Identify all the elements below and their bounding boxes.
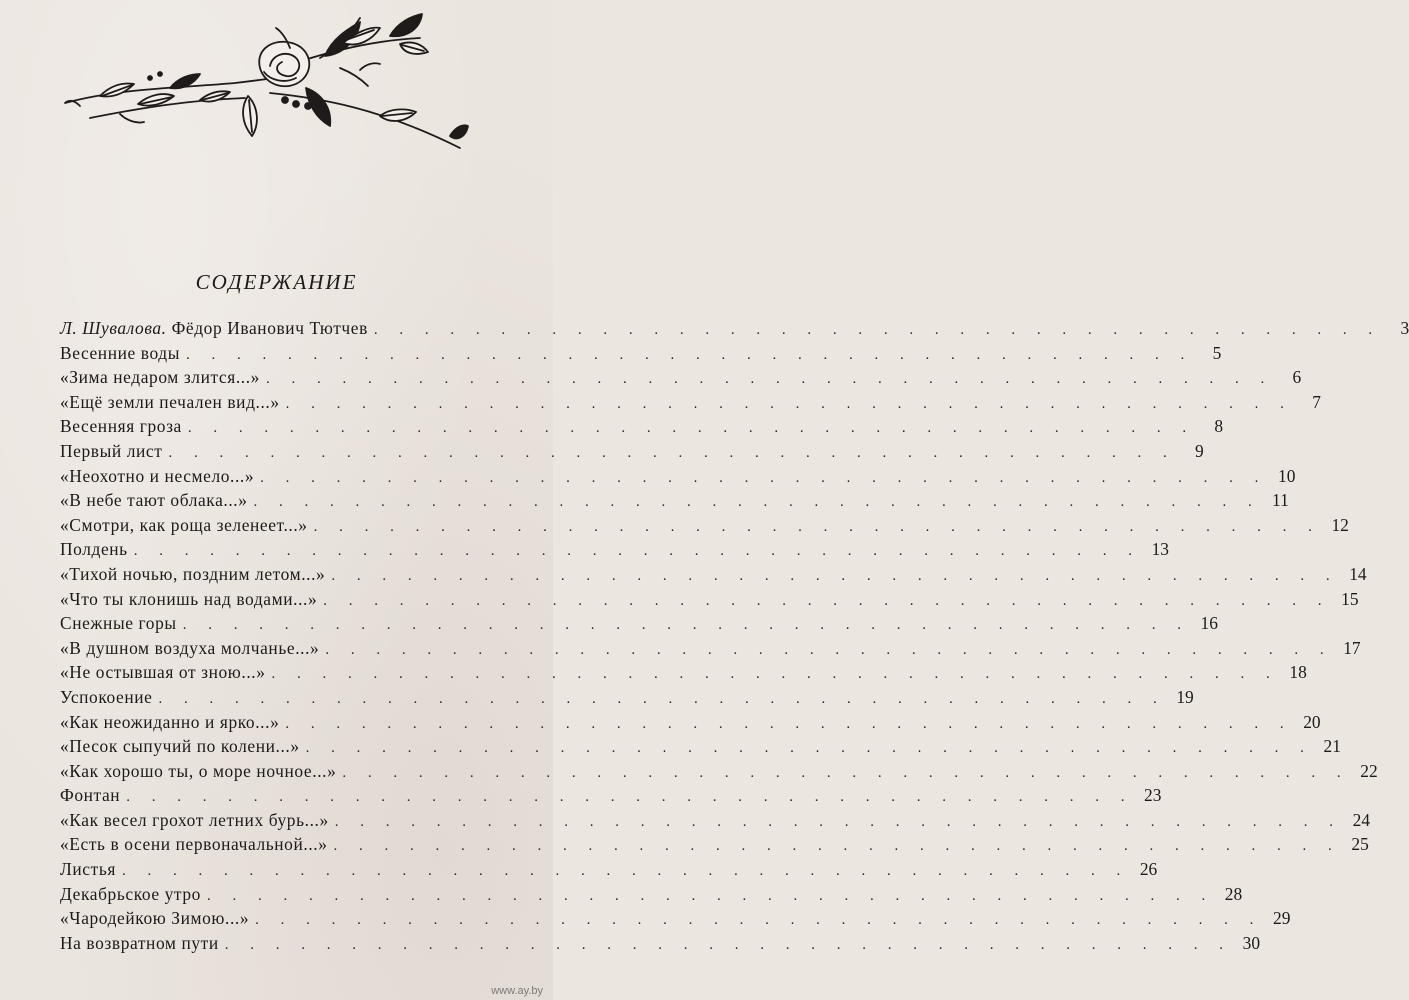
dot-leader: . . . . . . . . . . . . . . . . . . . . . . . . . . . . . . . . . . . . . . . . (158, 690, 1166, 707)
toc-entry-text: «Как весел грохот летних бурь...» (60, 809, 329, 830)
toc-entry-text: Весенняя гроза (60, 416, 182, 437)
dot-leader: . . . . . . . . . . . . . . . . . . . . . . . . . . . . . . . . . . . . . . . . (342, 764, 1350, 781)
toc-entry-text: «Есть в осени первоначальной...» (60, 834, 328, 855)
toc-entry-text: «Смотри, как роща зеленеет...» (60, 514, 308, 535)
toc-entry (60, 416, 1224, 441)
contents-heading: СОДЕРЖАНИЕ (195, 270, 358, 294)
toc-entry-text: «Чародейкою Зимою...» (60, 908, 250, 929)
toc-page-number: 18 (1289, 662, 1307, 683)
toc-entry-text: Первый лист (60, 440, 163, 461)
toc-entry-title (60, 712, 279, 733)
toc-entry-title (60, 662, 266, 683)
toc-entry-text: Успокоение (60, 686, 153, 707)
toc-entry-text: Фёдор Иванович Тютчев (171, 318, 368, 338)
toc-entry-text: «Как неожиданно и ярко...» (60, 711, 280, 732)
toc-page-number: 15 (1341, 588, 1359, 609)
toc-entry-title (60, 392, 280, 413)
toc-entry-text: «В душном воздуха молчанье...» (60, 637, 320, 658)
toc-page-number: 29 (1273, 908, 1291, 929)
dot-leader: . . . . . . . . . . . . . . . . . . . . . . . . . . . . . . . . . . . . . . . . (186, 346, 1194, 363)
toc-entry-text: Полдень (60, 539, 128, 560)
dot-leader: . . . . . . . . . . . . . . . . . . . . . . . . . . . . . . . . . . . . . . . . (325, 641, 1333, 658)
toc-entry-title (60, 908, 249, 929)
toc-entry (60, 342, 1222, 368)
toc-entry-title (60, 416, 182, 437)
table-of-contents (60, 318, 1409, 957)
toc-entry-title (60, 441, 162, 462)
toc-entry-title (60, 859, 116, 880)
toc-entry-text: Весенние воды (60, 342, 181, 363)
toc-page-number: 21 (1323, 736, 1341, 757)
dot-leader: . . . . . . . . . . . . . . . . . . . . . . . . . . . . . . . . . . . . . . . . (126, 789, 1134, 806)
toc-entry (60, 908, 1291, 933)
toc-page-number: 11 (1272, 490, 1289, 511)
toc-entry-title (60, 613, 177, 634)
toc-entry-text: «Зима недаром злится...» (60, 367, 260, 388)
toc-page-number: 12 (1331, 514, 1349, 535)
toc-entry-title (60, 785, 120, 806)
toc-entry-text: Листья (60, 859, 116, 880)
rose-branch-illustration (60, 8, 470, 158)
toc-entry (60, 367, 1302, 392)
toc-entry-title (60, 515, 308, 536)
toc-entry-title (60, 884, 201, 905)
toc-entry-text: «Как хорошо ты, о море ночное...» (60, 760, 337, 781)
toc-page-number: 24 (1352, 809, 1371, 830)
dot-leader: . . . . . . . . . . . . . . . . . . . . . . . . . . . . . . . . . . . . . . . . (168, 444, 1176, 461)
toc-entry-text: «Что ты клонишь над водами...» (60, 588, 318, 609)
toc-page-number: 6 (1292, 367, 1302, 388)
toc-page-number: 13 (1151, 539, 1169, 560)
toc-entry (60, 760, 1378, 786)
toc-entry (60, 440, 1204, 466)
toc-entry-title (60, 736, 300, 757)
toc-page-number: 17 (1343, 637, 1361, 658)
toc-entry (60, 490, 1289, 515)
toc-entry (60, 613, 1218, 638)
toc-entry-title (60, 761, 336, 782)
toc-entry-title (60, 564, 325, 585)
toc-page-number: 22 (1360, 760, 1378, 781)
toc-entry (60, 318, 1409, 343)
toc-page-number: 25 (1351, 834, 1369, 855)
toc-entry (60, 809, 1371, 835)
toc-entry-text: «Тихой ночью, поздним летом...» (60, 563, 326, 584)
toc-entry (60, 465, 1296, 491)
dot-leader: . . . . . . . . . . . . . . . . . . . . . . . . . . . . . . . . . . . . . . . . (133, 543, 1141, 560)
toc-entry-title (60, 687, 152, 708)
toc-entry-title (60, 466, 254, 487)
toc-entry (60, 514, 1349, 540)
toc-entry-text: «Ещё земли печален вид...» (60, 391, 280, 412)
dot-leader: . . . . . . . . . . . . . . . . . . . . . . . . . . . . . . . . . . . . . . . . (224, 936, 1233, 953)
toc-entry-title (60, 490, 248, 511)
toc-entry-title (60, 318, 368, 339)
toc-page-number: 10 (1278, 465, 1296, 486)
dot-leader: . . . . . . . . . . . . . . . . . . . . . . . . . . . . . . . . . . . . . . . . (285, 395, 1293, 412)
site-watermark: www.ay.by (491, 985, 543, 997)
toc-entry (60, 539, 1169, 564)
toc-entry (60, 834, 1369, 859)
toc-entry-title (60, 834, 328, 855)
toc-entry-title (60, 589, 317, 610)
toc-entry-author: Л. Шувалова. (60, 318, 167, 338)
dot-leader: . . . . . . . . . . . . . . . . . . . . . . . . . . . . . . . . . . . . . . . . (271, 666, 1279, 683)
dot-leader: . . . . . . . . . . . . . . . . . . . . . . . . . . . . . . . . . . . . . . . . (333, 838, 1341, 855)
toc-page-number: 7 (1312, 391, 1321, 412)
toc-entry (60, 932, 1261, 958)
toc-entry (60, 588, 1359, 614)
toc-entry-text: На возвратном пути (60, 932, 219, 953)
toc-entry-title (60, 539, 128, 560)
toc-entry (60, 859, 1158, 884)
toc-entry-title (60, 343, 180, 364)
toc-entry (60, 391, 1321, 417)
toc-entry (60, 563, 1367, 589)
dot-leader: . . . . . . . . . . . . . . . . . . . . . . . . . . . . . . . . . . . . . . . . (206, 887, 1215, 904)
toc-entry-text: Фонтан (60, 785, 121, 806)
toc-entry (60, 686, 1194, 712)
toc-entry (60, 883, 1243, 909)
dot-leader: . . . . . . . . . . . . . . . . . . . . . . . . . . . . . . . . . . . . . . . . (182, 617, 1190, 634)
toc-entry-title (60, 933, 219, 954)
toc-page-number: 16 (1200, 613, 1218, 634)
toc-page-number: 9 (1194, 440, 1204, 461)
toc-entry-text: «Не остывшая от зною...» (60, 662, 266, 683)
toc-entry (60, 637, 1361, 663)
dot-leader: . . . . . . . . . . . . . . . . . . . . . . . . . . . . . . . . . . . . . . . . (121, 863, 1130, 880)
dot-leader: . . . . . . . . . . . . . . . . . . . . . . . . . . . . . . . . . . . . . . . . (373, 322, 1382, 338)
dot-leader: . . . . . . . . . . . . . . . . . . . . . . . . . . . . . . . . . . . . . . . . (265, 371, 1274, 388)
toc-page-number: 14 (1349, 563, 1367, 584)
dot-leader: . . . . . . . . . . . . . . . . . . . . . . . . . . . . . . . . . . . . . . . . (260, 469, 1268, 486)
dot-leader: . . . . . . . . . . . . . . . . . . . . . . . . . . . . . . . . . . . . . . . . (255, 912, 1263, 929)
dot-leader: . . . . . . . . . . . . . . . . . . . . . . . . . . . . . . . . . . . . . . . . (323, 592, 1331, 609)
toc-entry (60, 711, 1321, 737)
toc-page-number: 23 (1144, 785, 1162, 806)
toc-page-number: 8 (1214, 416, 1224, 437)
toc-entry (60, 662, 1307, 687)
toc-entry-text: «В небе тают облака...» (60, 490, 248, 511)
toc-entry-text: «Неохотно и несмело...» (60, 465, 255, 486)
toc-page-number: 3 (1400, 318, 1409, 338)
toc-entry-title (60, 810, 329, 831)
toc-entry-title (60, 367, 260, 388)
toc-page-number: 30 (1242, 932, 1261, 953)
toc-entry-title (60, 638, 319, 659)
dot-leader: . . . . . . . . . . . . . . . . . . . . . . . . . . . . . . . . . . . . . . . . (313, 518, 1321, 535)
toc-page-number: 28 (1224, 883, 1243, 904)
toc-entry-text: Декабрьское утро (60, 883, 201, 904)
dot-leader: . . . . . . . . . . . . . . . . . . . . . . . . . . . . . . . . . . . . . . . . (253, 494, 1261, 511)
toc-page-number: 19 (1176, 686, 1194, 707)
toc-entry (60, 736, 1341, 761)
toc-entry-text: «Песок сыпучий по колени...» (60, 736, 300, 757)
toc-entry-text: Снежные горы (60, 613, 177, 634)
dot-leader: . . . . . . . . . . . . . . . . . . . . . . . . . . . . . . . . . . . . . . . . (285, 715, 1293, 732)
dot-leader: . . . . . . . . . . . . . . . . . . . . . . . . . . . . . . . . . . . . . . . . (334, 813, 1343, 830)
toc-page-number: 26 (1139, 859, 1158, 880)
dot-leader: . . . . . . . . . . . . . . . . . . . . . . . . . . . . . . . . . . . . . . . . (331, 567, 1339, 584)
toc-page-number: 5 (1212, 342, 1222, 363)
toc-entry (60, 785, 1162, 810)
dot-leader: . . . . . . . . . . . . . . . . . . . . . . . . . . . . . . . . . . . . . . . . (187, 420, 1196, 437)
dot-leader: . . . . . . . . . . . . . . . . . . . . . . . . . . . . . . . . . . . . . . . . (305, 740, 1313, 757)
toc-page-number: 20 (1303, 711, 1321, 732)
